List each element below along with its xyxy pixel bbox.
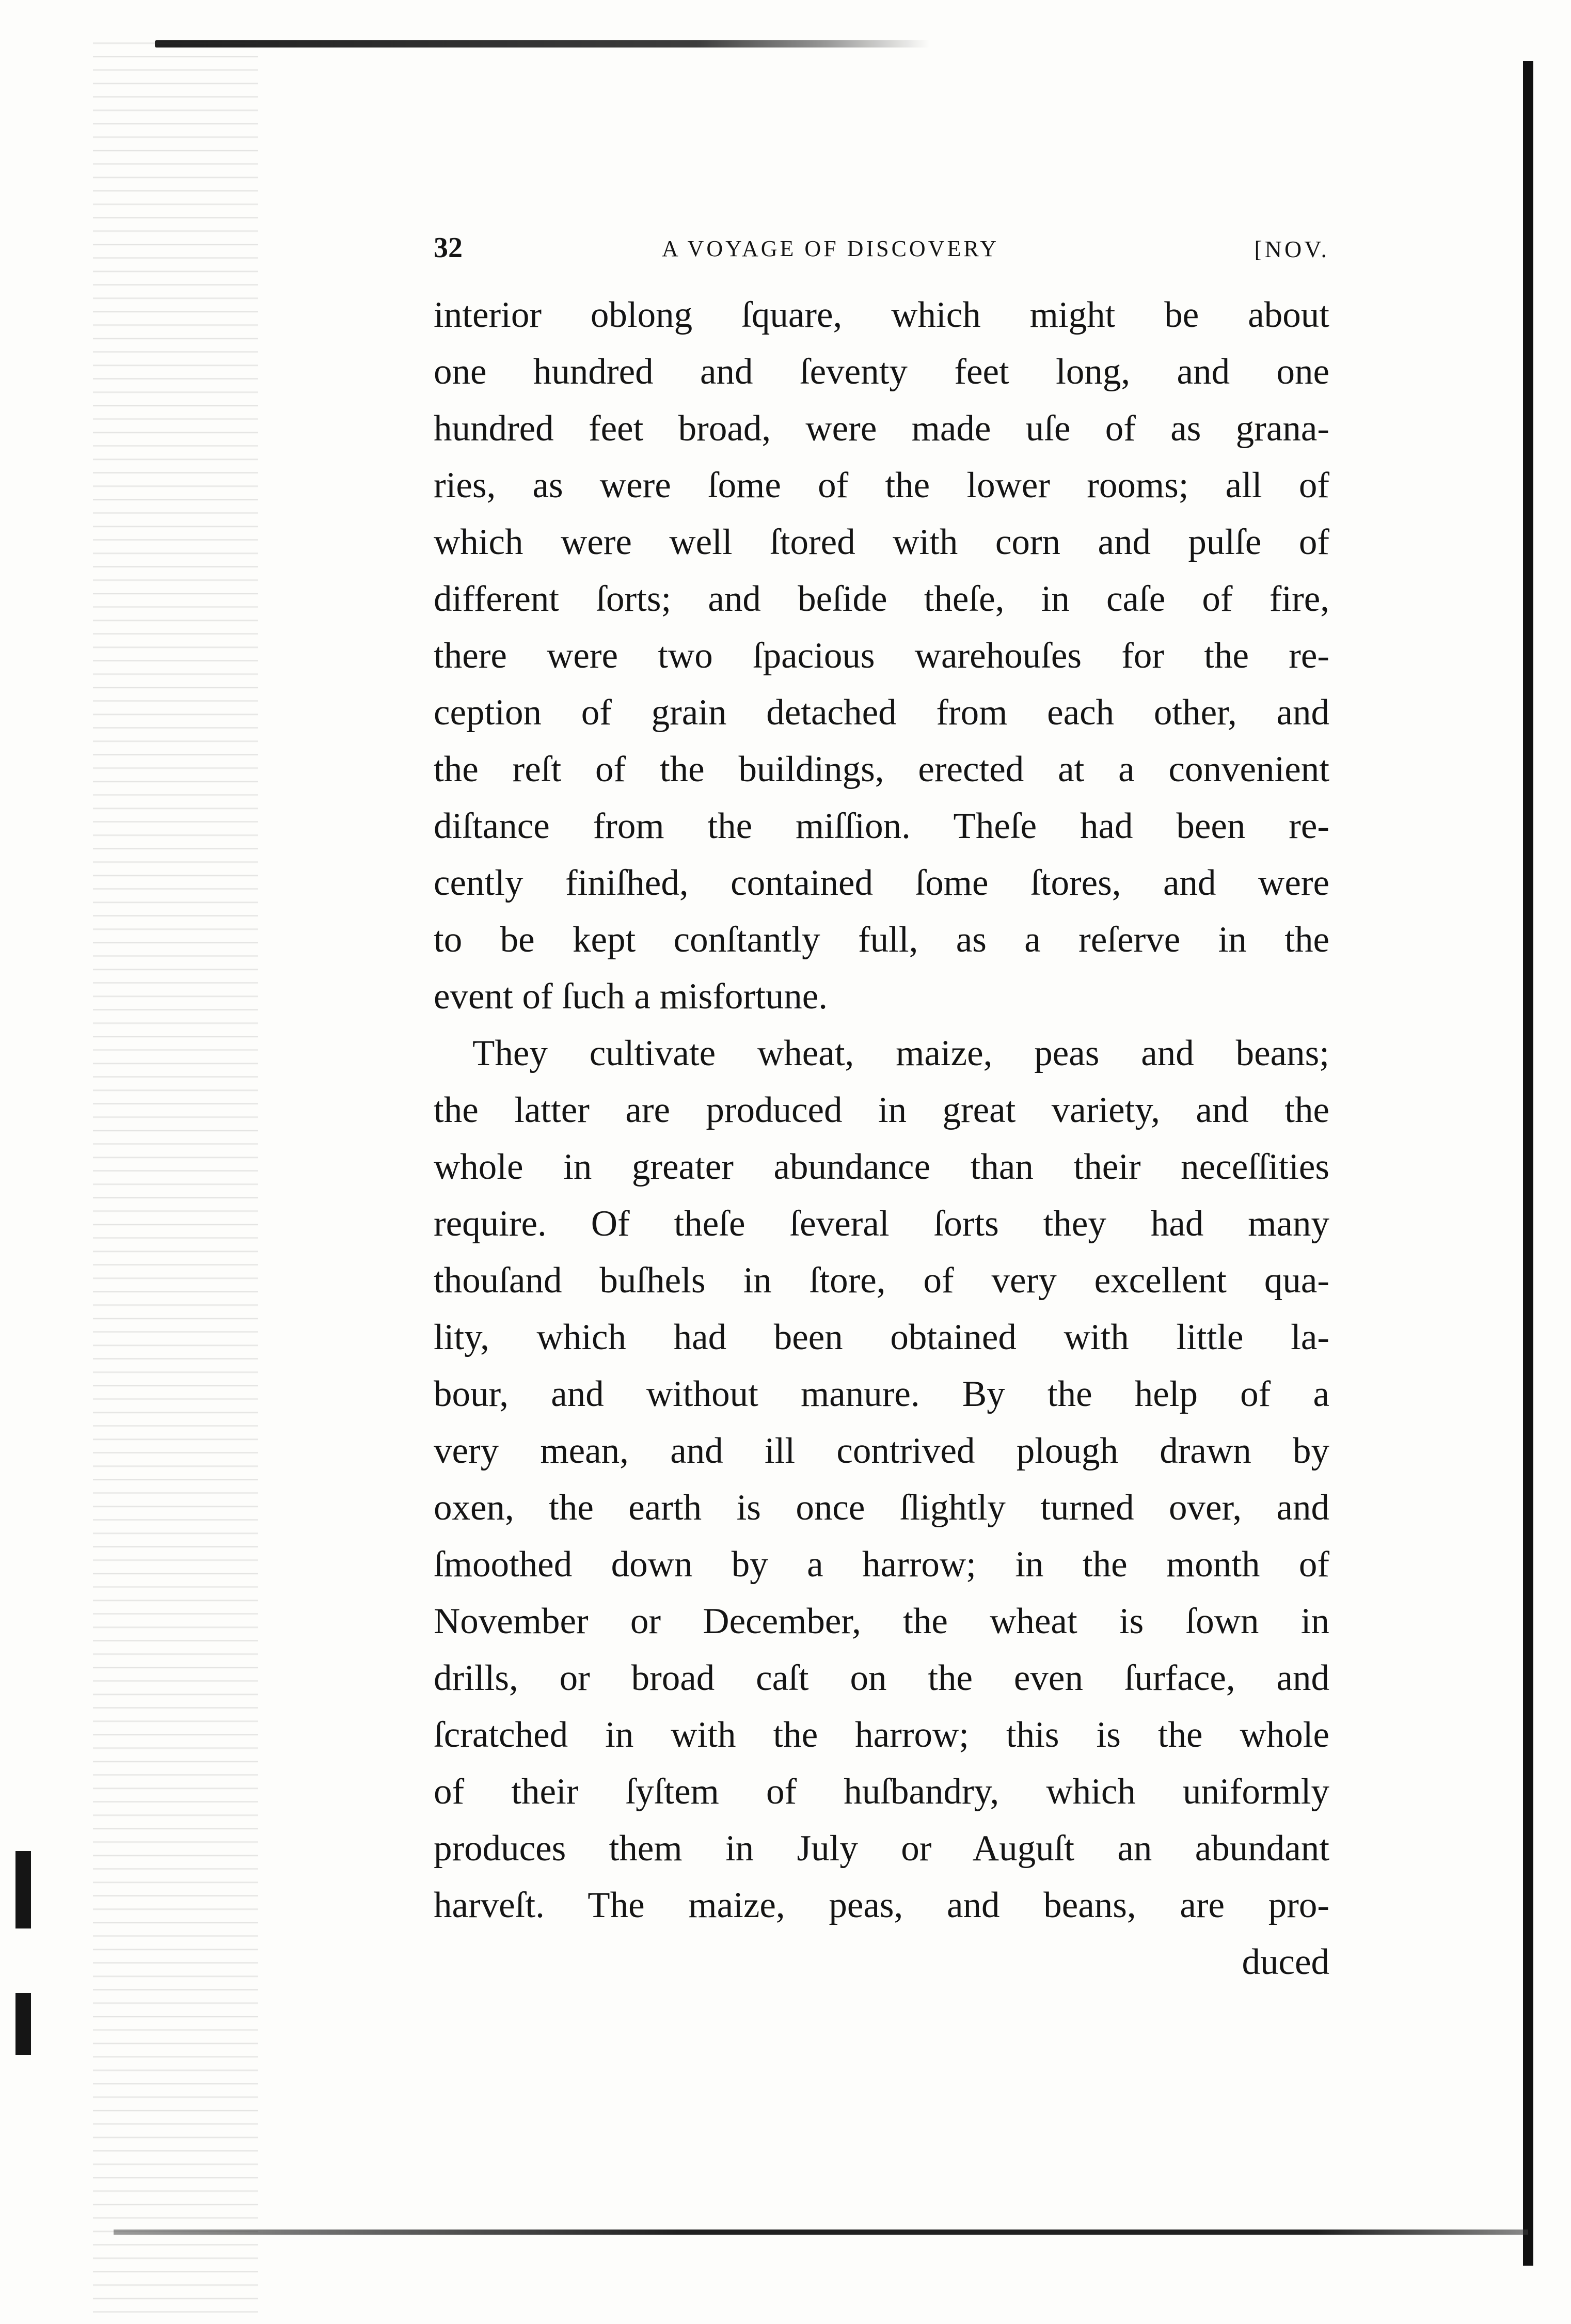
text-line: which were well ſtored with corn and pulſe of xyxy=(434,522,1329,562)
running-title: A VOYAGE OF DISCOVERY xyxy=(662,236,999,261)
text-line: different ſorts; and beſide theſe, in caſe of fire, xyxy=(434,579,1329,619)
left-margin-mark xyxy=(15,1993,31,2055)
text-line: thouſand buſhels in ſtore, of very excellent qua- xyxy=(434,1260,1329,1301)
running-date-mark: [NOV. xyxy=(1254,236,1329,262)
text-line: one hundred and ſeventy feet long, and one xyxy=(434,352,1329,392)
paragraph xyxy=(434,287,1329,1025)
text-line: event of ſuch a misfortune. xyxy=(434,976,828,1017)
text-line: whole in greater abundance than their neceſſities xyxy=(434,1147,1329,1187)
right-edge-rule xyxy=(1523,61,1533,2266)
text-line: ſcratched in with the harrow; this is the whole xyxy=(434,1715,1329,1755)
text-line: there were two ſpacious warehouſes for the re- xyxy=(434,636,1329,676)
text-line: oxen, the earth is once ſlightly turned over, and xyxy=(434,1488,1329,1528)
text-line: cently finiſhed, contained ſome ſtores, and were xyxy=(434,863,1329,903)
left-margin-scan-noise xyxy=(93,31,258,2323)
text-line: November or December, the wheat is ſown in xyxy=(434,1601,1329,1641)
paragraph xyxy=(434,1025,1329,1990)
text-body xyxy=(434,287,1329,1990)
bottom-edge-rule xyxy=(114,2230,1528,2235)
text-line: hundred feet broad, were made uſe of as grana- xyxy=(434,408,1329,449)
text-line: require. Of theſe ſeveral ſorts they had many xyxy=(434,1204,1329,1244)
top-edge-rule xyxy=(155,40,929,48)
text-line: bour, and without manure. By the help of a xyxy=(434,1374,1329,1414)
text-line: the reſt of the buildings, erected at a convenient xyxy=(434,749,1329,789)
text-line: interior oblong ſquare, which might be about xyxy=(434,295,1329,335)
text-line: ſmoothed down by a harrow; in the month of xyxy=(434,1544,1329,1585)
text-line: produces them in July or Auguſt an abundant xyxy=(434,1828,1329,1869)
catchword: duced xyxy=(1242,1942,1329,1982)
text-line: diſtance from the miſſion. Theſe had been re- xyxy=(434,806,1329,846)
text-line: to be kept conſtantly full, as a reſerve in the xyxy=(434,920,1329,960)
page-number: 32 xyxy=(434,232,463,264)
left-margin-mark xyxy=(15,1851,31,1928)
text-line: the latter are produced in great variety, and the xyxy=(434,1090,1329,1130)
text-line: harveſt. The maize, peas, and beans, are pro- xyxy=(434,1885,1329,1925)
text-line: ries, as were ſome of the lower rooms; all of xyxy=(434,465,1329,505)
running-head xyxy=(434,231,1329,273)
text-line: of their ſyſtem of huſbandry, which uniformly xyxy=(434,1772,1329,1812)
text-line: lity, which had been obtained with little la- xyxy=(434,1317,1329,1357)
text-line: ception of grain detached from each other, and xyxy=(434,692,1329,733)
text-line: very mean, and ill contrived plough drawn by xyxy=(434,1431,1329,1471)
text-line: drills, or broad caſt on the even ſurface, and xyxy=(434,1658,1329,1698)
text-line: They cultivate wheat, maize, peas and beans; xyxy=(472,1033,1329,1073)
